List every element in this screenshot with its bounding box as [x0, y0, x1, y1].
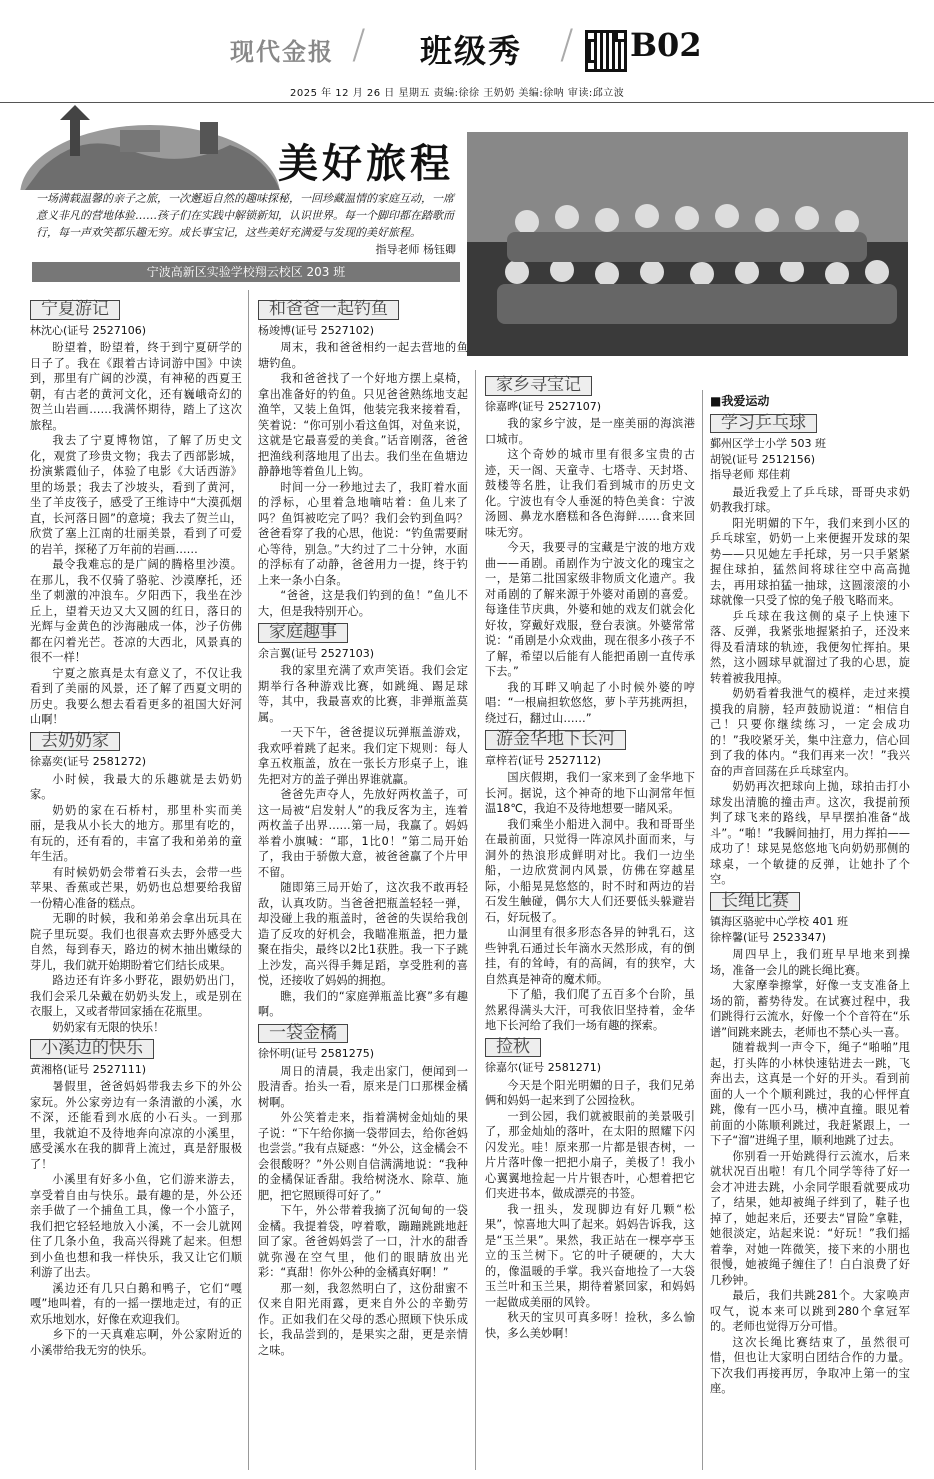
article-headline: 和爸爸一起钓鱼: [258, 300, 399, 320]
article-paragraph: 有时候奶奶会带着石头去，会带一些苹果、香蕉或芒果，奶奶也总想要给我留一份精心准备的糕点。: [30, 865, 242, 910]
article-paragraph: “爸爸，这是我们钓到的鱼！”鱼儿不大，但是我特别开心。: [258, 589, 468, 618]
intro-text: 一场满载温馨的亲子之旅，一次邂逅自然的趣味探秘，一回珍藏温情的家庭互动，一席意义非凡的营地体验……孩子们在实践中解锁新知，认识世界。每一个脚印都在踏歌而行，每一声欢笑都乐趣无穷。成长事宝记，这些美好充满爱与发现的美好旅程。: [36, 192, 454, 239]
article-paragraph: 溪边还有几只白鹅和鸭子，它们“嘎嘎”地叫着，有的一摇一摆地走过，有的正欢乐地划水，好像在欢迎我们。: [30, 1281, 242, 1326]
article-paragraph: 国庆假期，我们一家来到了金华地下长河。据说，这个神奇的地下山洞常年恒温18℃，我迫不及待地想要一睹风采。: [485, 771, 695, 815]
article-paragraph: 我去了宁夏博物馆，了解了历史文化，观赏了珍贵文物；我去了西部影城，扮演紫霞仙子，体验了电影《大话西游》里的场景；我去了沙坡头，看到了黄河，坐了羊皮筏子，感受了王维诗中“大漠孤烟直，长河落日圆”的意境；我去了贺兰山，欣赏了塞上江南的壮丽美景，看到了可爱的岩羊，探秘了万年前的岩画……: [30, 434, 242, 556]
article-paragraph: 你别看一开始跳得行云流水，后来就状况百出啦！有几个同学等待了好一会才冲进去跳，小余同学眼看就要成功了，结果，她却被绳子绊到了，鞋子也掉了，她起来后，还要去“冒险”拿鞋，她很淡定，站起来说：“好玩！”我们摇着拳，对她一阵微笑，接下来的小朋也很慢，她被绳子缠住了！白白浪费了好几秒钟。: [710, 1149, 910, 1287]
article-headline: 学习乒乓球: [710, 414, 817, 434]
article-paragraph: 最令我难忘的是广阔的腾格里沙漠。在那儿，我不仅骑了骆驼、沙漠摩托，还坐了刺激的冲浪车。夕阳西下，我坐在沙丘上，望着天边又大又圆的红日，落日的光辉与金黄色的沙海融成一体，沙子仿佛都在闪着光芒。苍凉的大西北，风景真的很不一样！: [30, 558, 242, 664]
article-paragraph: 无聊的时候，我和弟弟会拿出玩具在院子里玩耍。我们也很喜欢去野外感受大自然，每到春天，路边的树木抽出嫩绿的芽儿，我们就开始期盼着它们结长成果。: [30, 912, 242, 972]
page-number: B02: [630, 26, 702, 64]
article-headline: 去奶奶家: [30, 732, 120, 752]
article-paragraph: 奶奶看着我泄气的模样，走过来摸摸我的肩膀，轻声鼓励说道：“相信自己！只要你继续练习，一定会成功的！”我咬紧牙关，集中注意力，信心回到了我的体内。“我们再来一次！”我兴奋的声音回荡在乒乓球室内。: [710, 687, 910, 778]
article-headline: 捡秋: [485, 1038, 541, 1058]
article-headline: 游金华地下长河: [485, 730, 626, 750]
article-paragraph: 最近我爱上了乒乓球，哥哥央求奶奶教我打球。: [710, 485, 910, 514]
article-author: 林沈心(证号 2527106): [30, 323, 147, 337]
feature-title: 美好旅程: [278, 140, 454, 187]
article-paragraph: 我和爸爸找了一个好地方摆上桌椅，拿出准备好的钓鱼。只见爸爸熟练地支起渔竿，又装上鱼饵，他装完我来接着看，笑着说：“你可别小看这鱼饵，对鱼来说，这就是它最喜爱的美食。”话音刚落，爸爸把渔线利落地甩了出去。我们坐在鱼塘边静静地等着鱼儿上钩。: [258, 372, 468, 478]
article-author: 镇海区骆驼中心学校 401 班 徐梓馨(证号 2523347): [710, 915, 848, 944]
article-paragraph: 一天下午，爸爸提议玩弹瓶盖游戏，我欢呼着跳了起来。我们定下规则：每人拿五枚瓶盖，放在一张长方形桌子上，谁先把对方的盖子弹出界谁就赢。: [258, 726, 468, 786]
qr-code-icon: [585, 30, 627, 72]
article-paragraph: 那一刻，我忽然明白了，这份甜蜜不仅来自阳光雨露，更来自外公的辛勤劳作。正如我们在父母的悉心照顾下快乐成长，我品尝到的，是果实之甜，更是亲情之味。: [258, 1281, 468, 1357]
article-paragraph: 随着裁判一声令下，绳子“啪啪”甩起，打头阵的小林快速钻进去一跳，飞奔出去，这真是一个好的开头。看到前面的人一个个顺利跳过，我的心怦怦直跳，像有一匹小马，横冲直撞。眼见着前面的小陈顺利跳过，我赶紧跟上，一下子“溜”进绳子里，顺利地跳了过去。: [710, 1041, 910, 1147]
article-paragraph: 最后，我们共跳281个。大家唤声叹气，说本来可以跳到280个拿冠军的。老师也觉得万分可惜。: [710, 1289, 910, 1333]
article-paragraph: 乡下的一天真难忘啊，外公家附近的小溪带给我无穷的快乐。: [30, 1328, 242, 1357]
article-headline: 家乡寻宝记: [485, 376, 592, 396]
article-author: 余言翼(证号 2527103): [258, 646, 375, 660]
article-paragraph: 暑假里，爸爸妈妈带我去乡下的外公家玩。外公家旁边有一条清澈的小溪，水不深，还能看到水底的小石头。一到那里，我就迫不及待地奔向凉凉的小溪里，感受溪水在我的脚背上流过，真是舒服极了！: [30, 1080, 242, 1171]
column-rule: [248, 290, 249, 1470]
article-paragraph: 山洞里有很多形态各异的钟乳石，这些钟乳石通过长年滴水天然形成，有的倒挂，有的耸峙，有的高阔，有的狭窄，大自然真是神奇的魔术师。: [485, 926, 695, 986]
article-paragraph: 周四早上，我们班早早地来到操场，准备一会儿的跳长绳比赛。: [710, 948, 910, 977]
newspaper-brand: 现代金报: [230, 37, 334, 66]
section-tag: ■我爱运动: [710, 394, 770, 408]
article-author: 杨竣博(证号 2527102): [258, 323, 375, 337]
article-author: 黄湘格(证号 2527111): [30, 1062, 147, 1076]
article-paragraph: 宁夏之旅真是太有意义了，不仅让我看到了美丽的风景，还了解了西夏文明的历史。我要么想去看看更多的祖国大好河山啊！: [30, 666, 242, 726]
class-bar: 宁波高新区实验学校翔云校区 203 班: [32, 262, 460, 282]
article-paragraph: 我的耳畔又响起了小时候外婆的哼唱：“一根扁担软悠悠，萝卜芋艿挑两担，绕过石，翻过山……”: [485, 680, 695, 725]
article-author: 章梓若(证号 2527112): [485, 753, 602, 767]
divider: /: [560, 22, 574, 68]
column-2: [258, 296, 468, 1471]
column-4: [710, 394, 910, 1472]
advisor: 指导老师 杨钰卿: [375, 243, 456, 256]
article-paragraph: 我的家乡宁波，是一座美丽的海滨港口城市。: [485, 417, 695, 446]
column-1: [30, 296, 242, 1471]
section-title: 班级秀: [420, 32, 523, 70]
article-paragraph: 奶奶家有无限的快乐！: [52, 1020, 165, 1034]
article-author: 徐嘉奕(证号 2581272): [30, 755, 147, 768]
article-author: 鄞州区学士小学 503 班 胡锐(证号 2512156) 指导老师 郑佳莉: [710, 437, 826, 481]
article-paragraph: 爸爸先声夺人，先放好两枚盖子，可这一局被“启发射人”的我反客为主，连着两枚盖子出界……第一局，我赢了。妈妈举着小旗喊：“耶，1比0！”第二局开始了，我由于骄傲大意，被爸爸赢了个片甲不留。: [258, 788, 468, 879]
globe-illustration: [0, 100, 300, 190]
article-paragraph: 周日的清晨，我走出家门，便闻到一股清香。抬头一看，原来是门口那棵金橘树啊。: [258, 1064, 468, 1109]
class-photo: [467, 132, 908, 356]
article-paragraph: 小溪里有好多小鱼，它们游来游去，享受着自由与快乐。最有趣的是，外公还亲手做了一个捕鱼工具，像一个小篮子，我们把它轻轻地放入小溪，不一会儿就网住了几条小鱼，我高兴得跳了起来。但想到小鱼也想和我一样快乐，我又让它们顺利游了出去。: [30, 1173, 242, 1279]
column-3: [485, 372, 695, 1472]
article-paragraph: 今天是个阳光明媚的日子，我们兄弟俩和妈妈一起来到了公园捡秋。: [485, 1078, 695, 1107]
article-paragraph: 周末，我和爸爸相约一起去营地的鱼塘钓鱼。: [258, 341, 468, 370]
column-rule: [475, 370, 476, 1470]
article-headline: 长绳比赛: [710, 892, 800, 912]
article-paragraph: 大家摩拳擦掌，好像一支支准备上场的箭，蓄势待发。在试赛过程中，我们跳得行云流水，好像一个个音符在“乐谱”间跳来跳去，老师也不禁心头一喜。: [710, 979, 910, 1039]
article-paragraph: 今天，我要寻的宝藏是宁波的地方戏曲——甬剧。甬剧作为宁波文化的瑰宝之一，是第二批国家级非物质文化遗产。我对甬剧的了解来源于外婆对甬剧的喜爱。每逢佳节庆典，外婆和她的戏友们就会化好妆，穿戴好戏服，登台表演。外婆常常说：“甬剧是小众戏曲，现在很多小孩子不了解，希望以后能有人能把甬剧一直传承下去。”: [485, 541, 695, 678]
class-photo-image: [467, 132, 908, 356]
divider: /: [352, 22, 366, 68]
article-paragraph: 我一扭头，发现脚边有好几颗“松果”，惊喜地大叫了起来。妈妈告诉我，这是“玉兰果”。果然，我正站在一棵亭亭玉立的玉兰树下。它的叶子硬硬的，大大的，像温暖的手掌。我兴奋地捡了一大袋玉兰叶和玉兰果，期待着紧回家，和妈妈一起做成美丽的风铃。: [485, 1202, 695, 1309]
article-paragraph: 盼望着，盼望着，终于到宁夏研学的日子了。我在《跟着古诗词游中国》中读到，那里有广阔的沙漠，有神秘的西夏王朝，有古老的黄河文化，还有巍峨奇幻的贺兰山岩画……我满怀期待，踏上了这次旅程。: [30, 341, 242, 432]
article-headline: 小溪边的快乐: [30, 1039, 154, 1059]
article-paragraph: 奶奶再次把球向上抛，球拍击打小球发出清脆的撞击声。这次，我提前预判了球飞来的路线，早早摆拍准备“战斗”。“啪！”我瞬间抽打，用力挥拍——成功了！球晃晃悠悠地飞向奶奶那侧的球桌，一个敏捷的反弹，让她扑了个空。: [710, 780, 910, 886]
article-paragraph: 路边还有许多小野花，跟奶奶出门，我们会采几朵戴在奶奶头发上，或是别在衣服上，又或者带回家插在花瓶里。: [30, 974, 242, 1018]
article-author: 徐嘉晔(证号 2527107): [485, 399, 602, 413]
article-paragraph: 乒乓球在我这侧的桌子上快速下落、反弹，我紧张地握紧拍子，还没来得及看清球的轨迹，我便匆忙挥拍。果然，这小圆球早就溜过了我的心思，旋转着被我甩掉。: [710, 609, 910, 685]
article-author: 徐怀明(证号 2581275): [258, 1047, 375, 1060]
masthead: [0, 0, 934, 100]
article-paragraph: 阳光明媚的下午，我们来到小区的乒乓球室，奶奶一上来便握开发球的架势——只见她左手托球，另一只手紧紧握住球拍，猛然间将球往空中高高抛去，再用球拍猛一抽球，这圆滚滚的小球就像一只受了惊的兔子般飞略而来。: [710, 516, 910, 607]
article-paragraph: 我们乘坐小船进入洞中。我和哥哥坐在最前面，只觉得一阵凉风扑面而来，与洞外的热浪形成鲜明对比。我们一边坐船，一边欣赏洞内风景，仿佛在穿越星际，小船晃晃悠悠的，时不时和两边的岩石发生触碰，偶尔大人们还要低头躲避岩石，好玩极了。: [485, 817, 695, 924]
article-paragraph: 小时候，我最大的乐趣就是去奶奶家。: [30, 772, 242, 801]
article-paragraph: 时间一分一秒地过去了，我盯着水面的浮标，心里着急地嘀咕着：鱼儿来了吗？鱼饵被吃完了吗？我们会钓到鱼吗？爸爸看穿了我的心思，他说：“钓鱼需要耐心等待，别急。”大约过了二十分钟，水面的浮标有了动静，爸爸用力一提，终于钓上来一条小白条。: [258, 480, 468, 587]
article-paragraph: 这次长绳比赛结束了，虽然很可惜，但也让大家明白团结合作的力量。下次我们再接再厉，争取冲上第一的宝座。: [710, 1335, 910, 1395]
article-paragraph: 一到公园，我们就被眼前的美景吸引了，那金灿灿的落叶，在太阳的照耀下闪闪发光。哇！原来那一片都是银杏树，一片片落叶像一把把小扇子，美极了！我小心翼翼地捡起一片片银杏叶，心想着把它们夹进书本，做成漂亮的书签。: [485, 1109, 695, 1200]
article-paragraph: 外公笑着走来，指着满树金灿灿的果子说：“下午给你摘一袋带回去，给你爸妈也尝尝。”我有点疑惑：“外公，这金橘会不会很酸呀？”外公则自信满满地说：“我种的金橘保证香甜。我给树浇水、除草、施肥，把它照顾得可好了。”: [258, 1111, 468, 1202]
article-paragraph: 奶奶的家在石桥村，那里朴实而美丽，是我从小长大的地方。那里有吃的，有玩的，还有看的，丰富了我和弟弟的童年生活。: [30, 803, 242, 863]
article-paragraph: 我的家里充满了欢声笑语。我们会定期举行各种游戏比赛，如跳绳、踢足球等，其中，我最喜欢的比赛，非弹瓶盖莫属。: [258, 664, 468, 724]
issue-meta: 2025 年 12 月 26 日 星期五 责编:徐徐 王奶奶 美编:徐呐 审读:邱立波: [290, 88, 625, 99]
article-paragraph: 下了船，我们爬了五百多个台阶，虽然累得满头大汗，可我依旧坚持着，金华地下长河给了我们一场有趣的探索。: [485, 988, 695, 1032]
article-headline: 一袋金橘: [258, 1024, 348, 1044]
article-author: 徐嘉尔(证号 2581271): [485, 1061, 602, 1074]
article-paragraph: 这个奇妙的城市里有很多宝贵的古迹，天一阁、天童寺、七塔寺、天封塔、鼓楼等名胜，让我们看到城市的历史文化。宁波也有令人垂涎的特色美食：宁波汤圆、鼻龙水磨糕和各色海鲜……食来回味无穷。: [485, 448, 695, 539]
article-headline: 家庭趣事: [258, 623, 348, 643]
article-paragraph: 瞧，我们的“家庭弹瓶盖比赛”多有趣啊。: [258, 989, 468, 1018]
article-paragraph: 秋天的宝贝可真多呀！捡秋，多么愉快，多么美妙啊！: [485, 1311, 695, 1340]
column-rule: [702, 390, 703, 1470]
feature-intro: [36, 190, 456, 258]
article-paragraph: 随即第三局开始了，这次我不敢再轻敌，认真攻防。当爸爸把瓶盖轻轻一弹，却没碰上我的瓶盖时，爸爸的失误给我创造了反攻的好机会，我瞄准瓶盖，把力量聚在指尖，最终以2比1获胜。我一下子跳上沙发，高兴得手舞足蹈，享受胜利的喜悦，还接收了妈妈的拥抱。: [258, 881, 468, 987]
article-paragraph: 下午，外公带着我摘了沉甸甸的一袋金橘。我提着袋，哼着歌，蹦蹦跳跳地赶回了家。爸爸妈妈尝了一口，汁水的甜香就弥漫在空气里，他们的眼睛放出光彩：“真甜！你外公种的金橘真好啊！”: [258, 1204, 468, 1279]
article-headline: 宁夏游记: [30, 300, 120, 320]
